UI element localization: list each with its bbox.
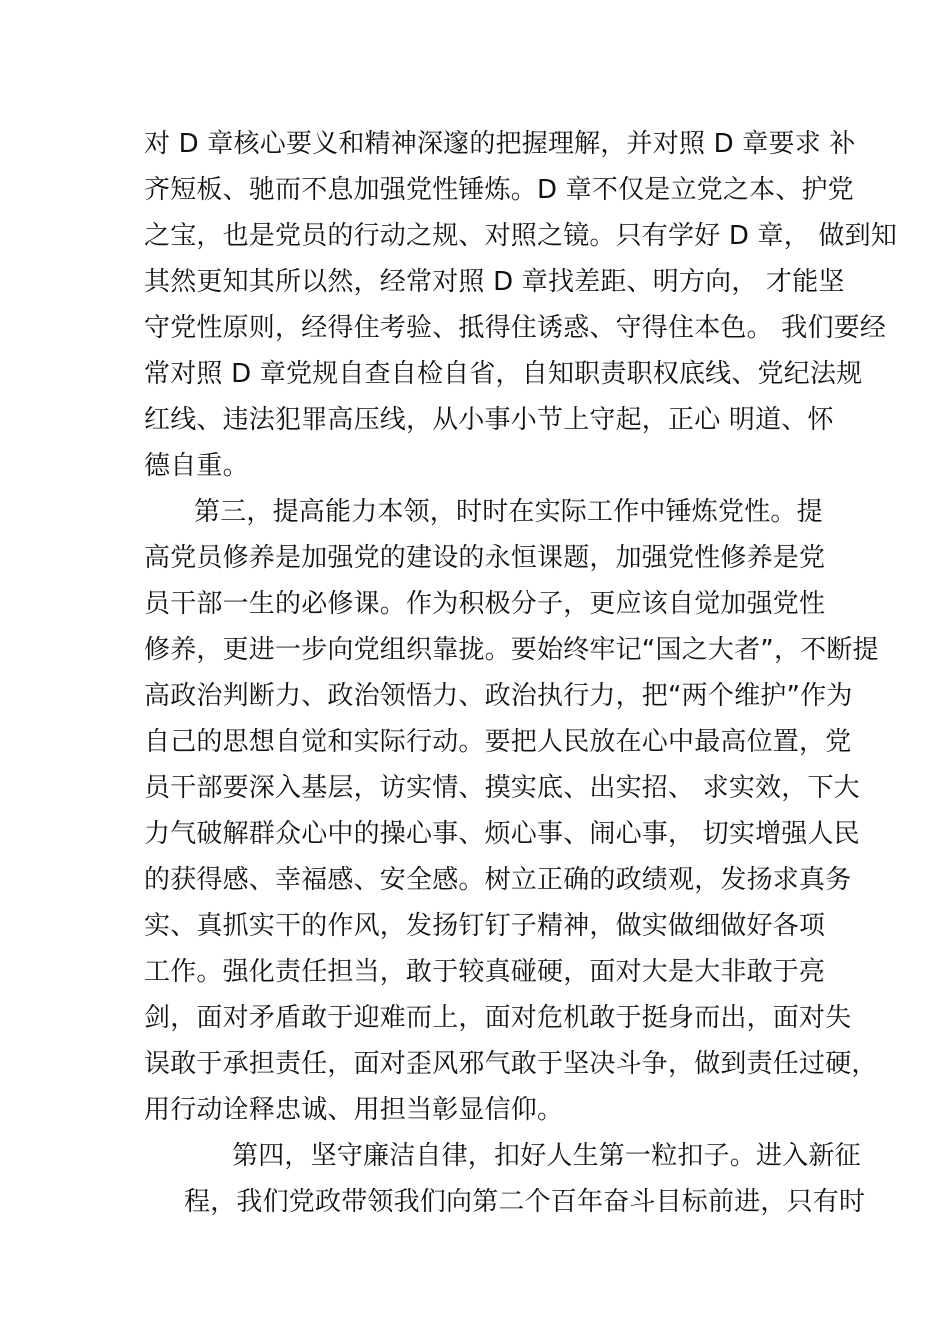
paragraph-heading-line: 第四，坚守廉洁自律，扣好人生第一粒扣子。进入新征	[232, 1141, 861, 1171]
text-line: 剑，面对矛盾敢于迎难而上，面对危机敢于挺身而出，面对失	[144, 1003, 852, 1033]
text-line: 其然更知其所以然，经常对照 D 章找差距、明方向， 才能坚	[144, 267, 845, 297]
text-line: 实、真抓实干的作风，发扬钉钉子精神，做实做细做好各项	[144, 911, 826, 941]
text-line: 对 D 章核心要义和精神深邃的把握理解，并对照 D 章要求 补	[144, 129, 856, 159]
text-line: 德自重。	[144, 451, 249, 481]
text-line: 程，我们党政带领我们向第二个百年奋斗目标前进，只有时	[184, 1187, 866, 1217]
text-line: 工作。强化责任担当，敢于较真碰硬，面对大是大非敢于亮	[144, 957, 826, 987]
text-line: 红线、违法犯罪高压线，从小事小节上守起，正心 明道、怀	[144, 405, 834, 435]
text-line: 高政治判断力、政治领悟力、政治执行力，把“两个维护”作为	[144, 681, 853, 711]
text-line: 自己的思想自觉和实际行动。要把人民放在心中最高位置，党	[144, 727, 852, 757]
text-line: 员干部要深入基层，访实情、摸实底、出实招、 求实效，下大	[144, 773, 860, 803]
text-line: 之宝，也是党员的行动之规、对照之镜。只有学好 D 章， 做到知	[144, 221, 898, 251]
text-line: 力气破解群众心中的操心事、烦心事、闹心事， 切实增强人民	[144, 819, 860, 849]
text-line: 常对照 D 章党规自查自检自省，自知职责职权底线、党纪法规	[144, 359, 863, 389]
text-line: 修养，更进一步向党组织靠拢。要始终牢记“国之大者”，不断提	[144, 635, 879, 665]
paragraph-heading-line: 第三，提高能力本领，时时在实际工作中锤炼党性。提	[194, 497, 823, 527]
text-line: 的获得感、幸福感、安全感。树立正确的政绩观，发扬求真务	[144, 865, 852, 895]
text-line: 员干部一生的必修课。作为积极分子，更应该自觉加强党性	[144, 589, 826, 619]
text-line: 高党员修养是加强党的建设的永恒课题，加强党性修养是党	[144, 543, 826, 573]
text-line: 用行动诠释忠诚、用担当彰显信仰。	[144, 1095, 564, 1125]
text-line: 守党性原则，经得住考验、抵得住诱惑、守得住本色。 我们要经	[144, 313, 887, 343]
text-line: 齐短板、驰而不息加强党性锤炼。D 章不仅是立党之本、护党	[144, 175, 854, 205]
text-line: 误敢于承担责任，面对歪风邪气敢于坚决斗争，做到责任过硬，	[144, 1049, 878, 1079]
